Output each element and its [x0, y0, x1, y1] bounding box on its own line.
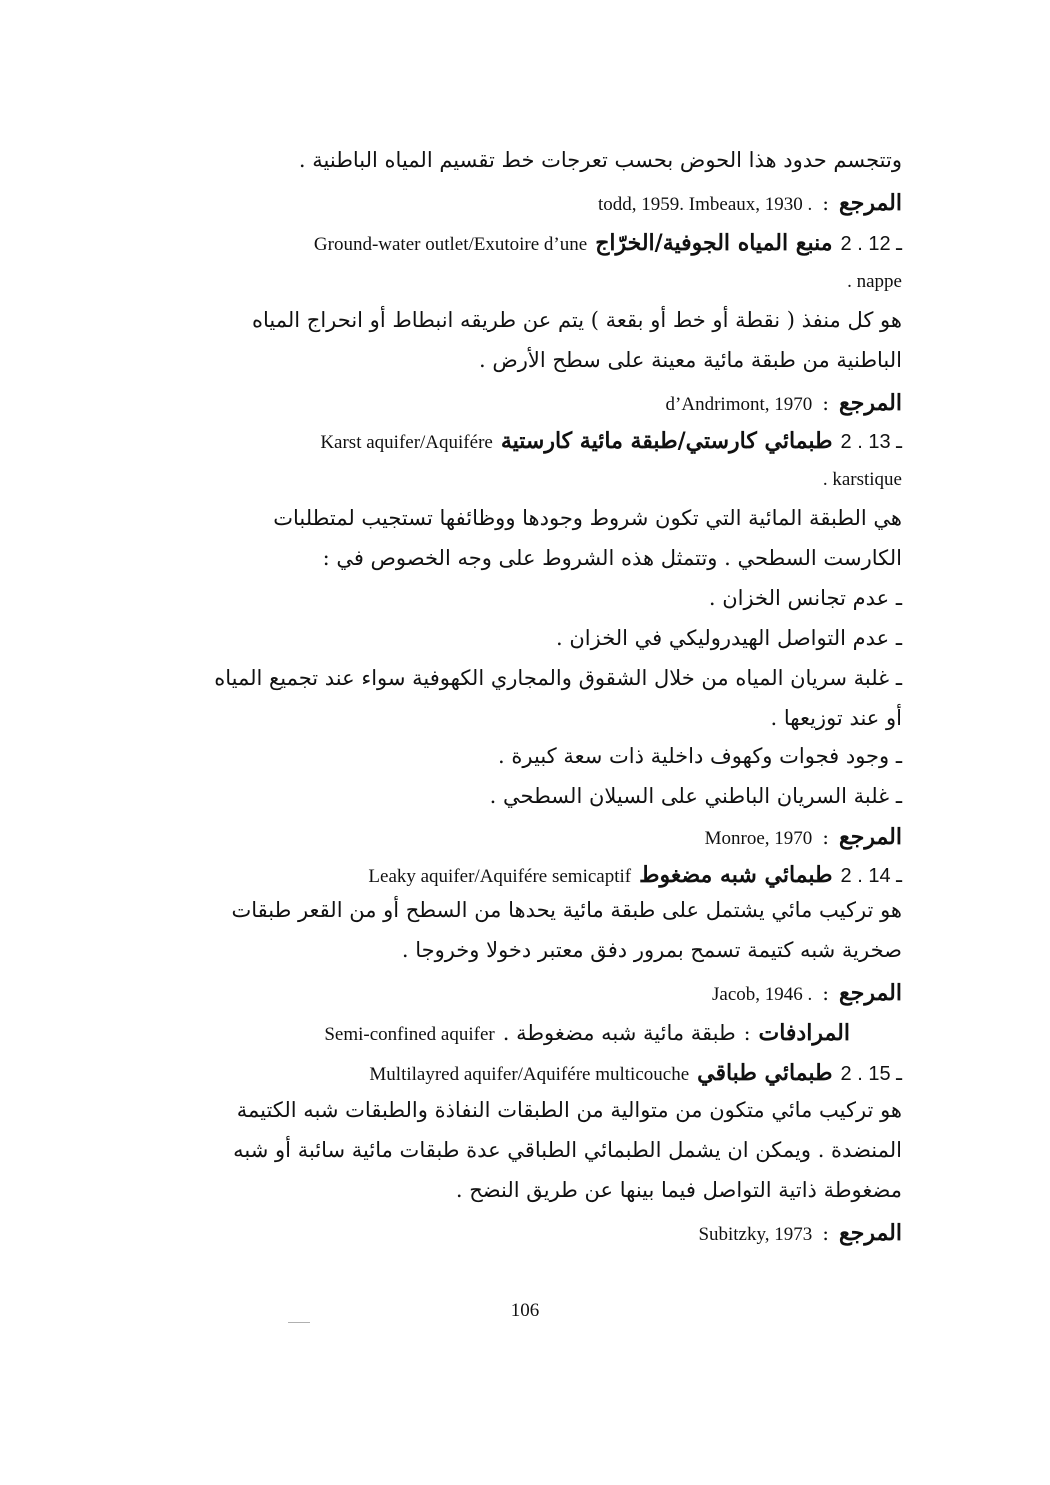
- definition-line: المنضدة . ويمكن ان يشمل الطبمائي الطباقي عدة طبقات مائية سائبة أو شبه: [233, 1138, 902, 1162]
- definition-line: هي الطبقة المائية التي تكون شروط وجودها ووظائفها تستجيب لمتطلبات: [273, 506, 902, 530]
- term-latin-continuation: . nappe: [847, 271, 902, 292]
- reference-text: d’Andrimont, 1970: [665, 394, 813, 415]
- reference-label: المرجع: [839, 1220, 902, 1246]
- definition-line: هو تركيب مائي متكون من متوالية من الطبقات النفاذة والطبقات شبه الكتيمة: [236, 1098, 902, 1122]
- list-item: ـ عدم تجانس الخزان .: [708, 586, 902, 610]
- term-number: 2 . 15 ـ: [840, 1063, 902, 1085]
- definition-line: الكارست السطحي . وتتمثل هذه الشروط على وجه الخصوص في :: [322, 546, 902, 570]
- term-latin: Multilayred aquifer/Aquifére multicouche: [369, 1064, 690, 1085]
- list-item: ـ وجود فجوات وكهوف داخلية ذات سعة كبيرة .: [498, 744, 902, 768]
- definition-line: هو تركيب مائي يشتمل على طبقة مائية يحدها من السطح أو من القعر طبقات: [231, 898, 902, 922]
- term-number: 2 . 14 ـ: [840, 865, 902, 887]
- reference-label: المرجع: [839, 190, 902, 216]
- definition-line: صخرية شبه كتيمة تسمح بمرور دفق معتبر دخولا وخروجا .: [401, 938, 902, 962]
- reference-colon: :: [822, 1221, 830, 1245]
- term-arabic: منبع المياه الجوفية/الخرّاج: [595, 230, 833, 256]
- list-item: ـ غلبة سريان المياه من خلال الشقوق والمجاري الكهوفية سواء عند تجميع المياه: [214, 666, 902, 690]
- definition-line: مضغوطة ذاتية التواصل فيما بينها عن طريق النضح .: [455, 1178, 902, 1202]
- synonyms-latin: Semi-confined aquifer: [324, 1024, 495, 1045]
- list-item-continuation: أو عند توزيعها .: [770, 706, 902, 730]
- term-heading-2-13: [320, 428, 902, 454]
- reference-colon: :: [822, 825, 830, 849]
- reference-label: المرجع: [839, 390, 902, 416]
- list-item: ـ غلبة السريان الباطني على السيلان السطحي .: [489, 784, 902, 808]
- reference-colon: :: [822, 191, 830, 215]
- synonyms-row: [324, 1020, 850, 1046]
- reference-text: todd, 1959. Imbeaux, 1930 .: [598, 194, 813, 215]
- term-arabic: طبمائي طباقي: [697, 1060, 833, 1086]
- definition-line: هو كل منفذ ( نقطة أو خط أو بقعة ) يتم عن طريقه انبطاط أو انحراج المياه: [252, 308, 902, 332]
- reference-row-2: [666, 390, 902, 416]
- term-arabic: طبمائي كارستي/طبقة مائية كارستية: [500, 428, 833, 454]
- reference-row-1: [598, 190, 902, 216]
- term-heading-2-14: [368, 862, 902, 888]
- reference-text: Monroe, 1970: [704, 828, 813, 849]
- reference-row-5: [698, 1220, 902, 1246]
- term-latin-continuation: . karstique: [822, 469, 902, 490]
- term-number: 2 . 13 ـ: [840, 431, 902, 453]
- term-latin: Leaky aquifer/Aquifére semicaptif: [368, 866, 632, 887]
- term-heading-2-15: [369, 1060, 902, 1086]
- synonyms-arabic: طبقة مائية شبه مضغوطة .: [502, 1021, 736, 1045]
- synonyms-label: المرادفات: [758, 1020, 850, 1046]
- reference-colon: :: [822, 391, 830, 415]
- scan-mark: [288, 1322, 310, 1323]
- list-item: ـ عدم التواصل الهيدروليكي في الخزان .: [556, 626, 902, 650]
- reference-colon: :: [822, 981, 830, 1005]
- page-number: 106: [510, 1300, 540, 1321]
- synonyms-colon: :: [743, 1021, 751, 1045]
- reference-label: المرجع: [839, 824, 902, 850]
- term-arabic: طبمائي شبه مضغوط: [639, 862, 833, 888]
- term-number: 2 . 12 ـ: [840, 233, 902, 255]
- reference-text: Subitzky, 1973: [698, 1224, 813, 1245]
- term-latin: Ground-water outlet/Exutoire d’une: [313, 234, 588, 255]
- term-heading-2-12: [314, 230, 902, 256]
- intro-line: وتتجسم حدود هذا الحوض بحسب تعرجات خط تقسيم المياه الباطنية .: [298, 148, 902, 172]
- reference-row-3: [705, 824, 902, 850]
- reference-row-4: [712, 980, 902, 1006]
- term-latin: Karst aquifer/Aquifére: [320, 432, 493, 453]
- definition-line: الباطنية من طبقة مائية معينة على سطح الأرض .: [479, 348, 902, 372]
- reference-label: المرجع: [839, 980, 902, 1006]
- reference-text: Jacob, 1946 .: [712, 984, 813, 1005]
